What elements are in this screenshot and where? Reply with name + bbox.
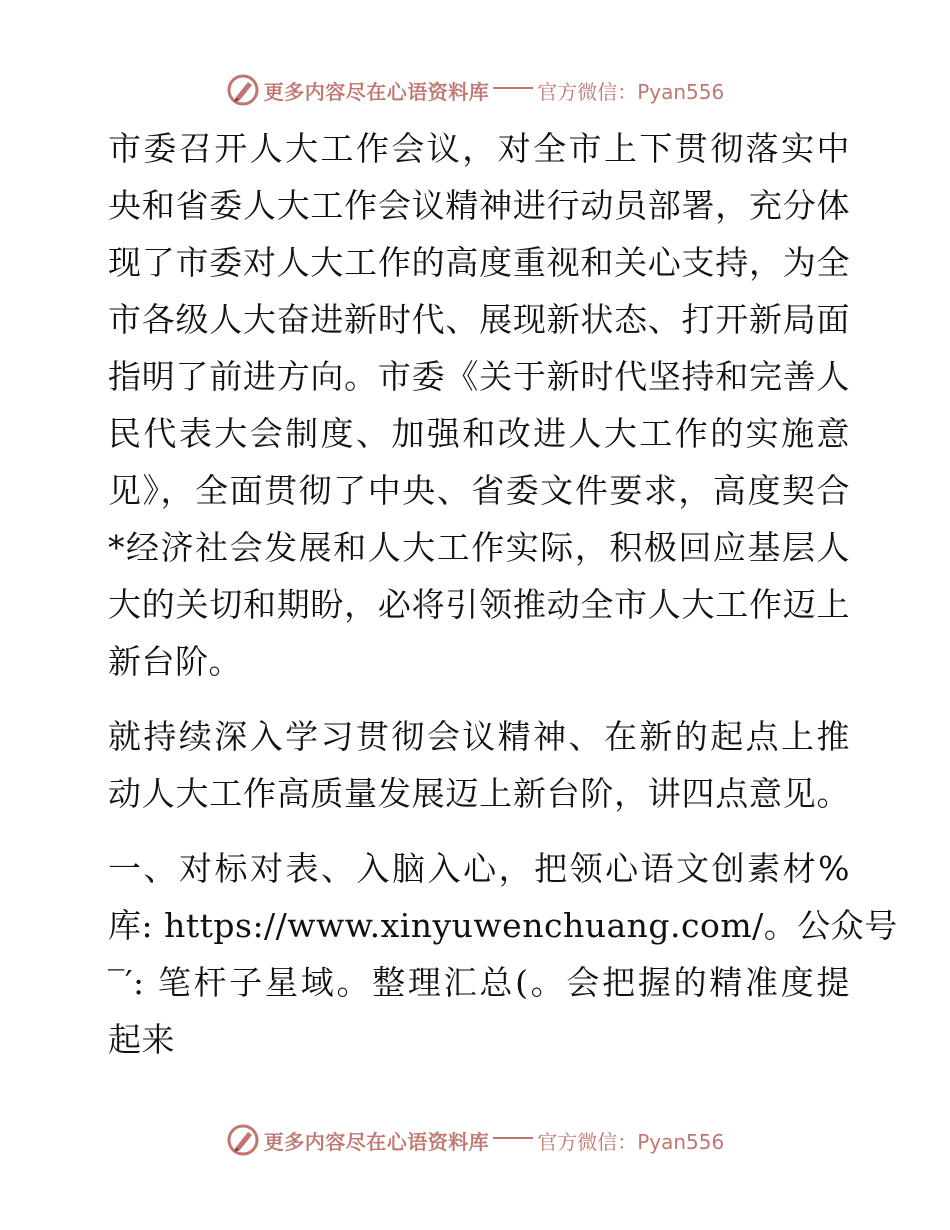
- text-line: ‾′: 笔杆子星域。整理汇总(。会把握的精准度提: [108, 963, 850, 1002]
- text-line: *经济社会发展和人大工作实际，积极回应基层人: [108, 528, 850, 567]
- text-line: 现了市委对人大工作的高度重视和关心支持，为全: [108, 243, 850, 282]
- header-separator: [493, 87, 533, 89]
- footer-wechat-text: 官方微信：Pyan556: [537, 1129, 725, 1154]
- text-line: 民代表大会制度、加强和改进人大工作的实施意: [108, 414, 850, 453]
- text-line: 库: https://www.xinyuwenchuang.com/。公众号: [108, 906, 898, 945]
- footer-separator: [493, 1137, 533, 1139]
- text-line: 就持续深入学习贯彻会议精神、在新的起点上推: [108, 717, 850, 756]
- text-line: 市委召开人大工作会议，对全市上下贯彻落实中: [108, 129, 850, 168]
- document-body: [98, 120, 898, 1068]
- text-line: 央和省委人大工作会议精神进行动员部署，充分体: [108, 186, 850, 225]
- text-line: 见》，全面贯彻了中央、省委文件要求，高度契合: [108, 471, 850, 510]
- paragraph-1: [98, 120, 850, 690]
- text-line: 起来: [108, 1020, 175, 1059]
- text-line: 新台阶。: [108, 642, 242, 681]
- footer-banner: [0, 1120, 950, 1160]
- pen-logo-icon: [226, 73, 260, 107]
- text-line: 大的关切和期盼，必将引领推动全市人大工作迈上: [108, 585, 850, 624]
- footer-site-text: 更多内容尽在心语资料库: [263, 1129, 490, 1154]
- header-wechat-text: 官方微信：Pyan556: [537, 79, 725, 104]
- pen-logo-icon: [226, 1123, 260, 1157]
- paragraph-3: [98, 840, 898, 1068]
- text-line: 市各级人大奋进新时代、展现新状态、打开新局面: [108, 300, 850, 339]
- text-line: 指明了前进方向。市委《关于新时代坚持和完善人: [108, 357, 850, 396]
- header-site-text: 更多内容尽在心语资料库: [263, 79, 490, 104]
- text-line: 一、对标对表、入脑入心，把领心语文创素材%: [108, 849, 850, 888]
- header-banner: [0, 70, 950, 110]
- paragraph-2: [98, 708, 850, 822]
- text-line: 动人大工作高质量发展迈上新台阶，讲四点意见。: [108, 774, 850, 813]
